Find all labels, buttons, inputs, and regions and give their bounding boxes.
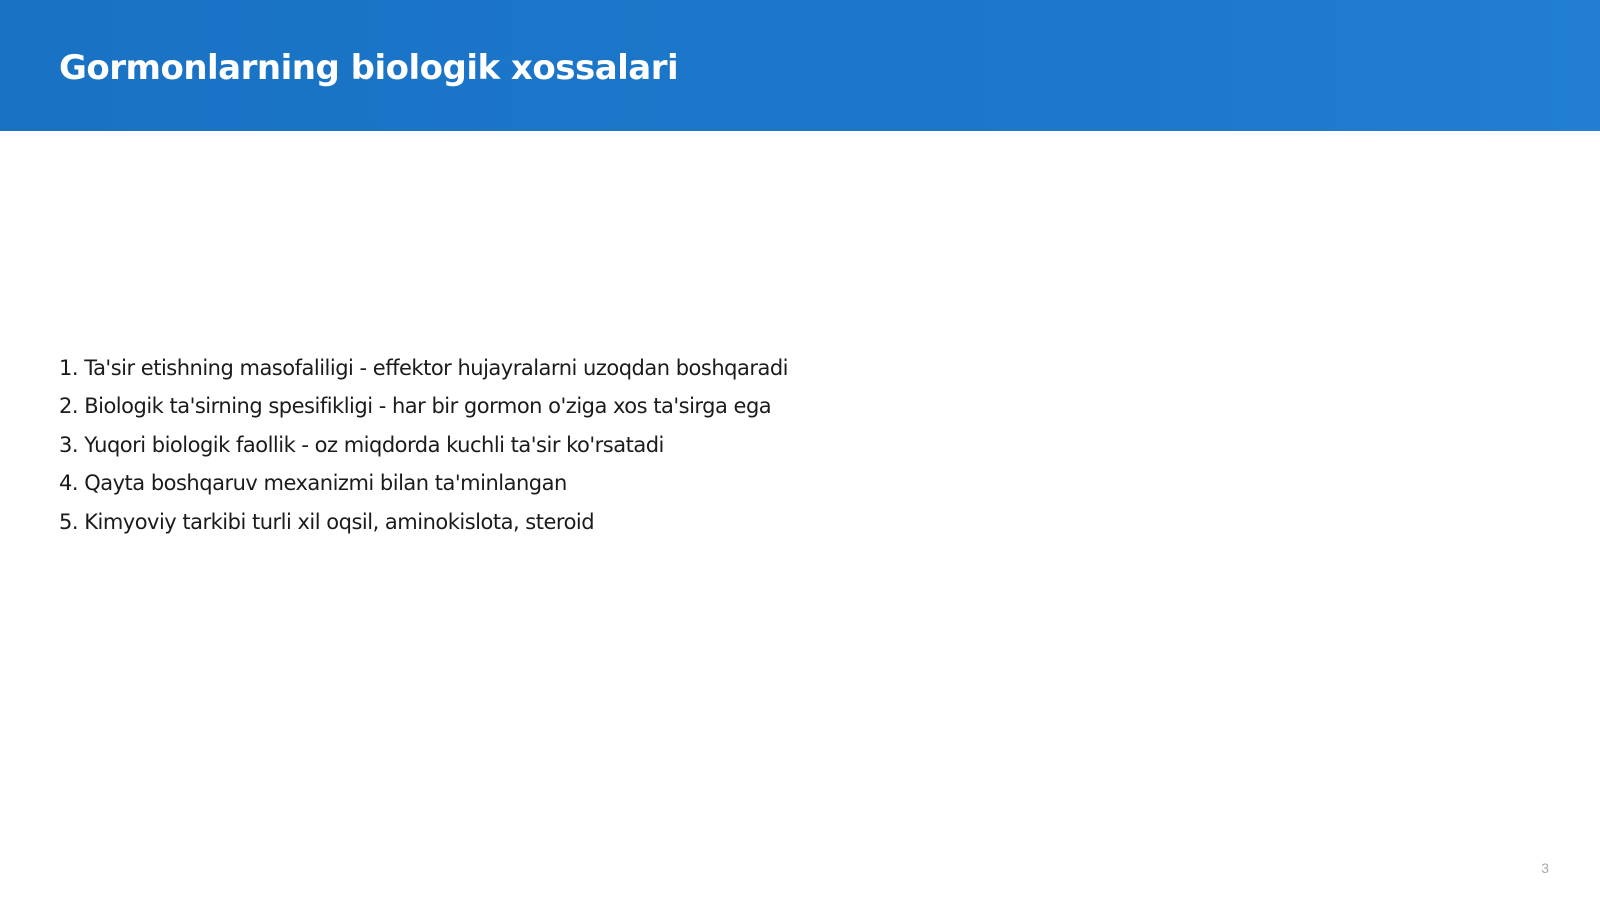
bullet-list bbox=[59, 349, 788, 541]
list-item: 5. Kimyoviy tarkibi turli xil oqsil, aminokislota, steroid bbox=[59, 509, 595, 534]
list-item: 1. Ta'sir etishning masofaliligi - effektor hujayralarni uzoqdan boshqaradi bbox=[59, 356, 788, 380]
page-number: 3 bbox=[1541, 860, 1549, 876]
list-item: 3. Yuqori biologik faollik - oz miqdorda kuchli ta'sir ko'rsatadi bbox=[59, 432, 664, 457]
slide-title: Gormonlarning biologik xossalari bbox=[59, 48, 679, 88]
list-item: 2. Biologik ta'sirning spesifikligi - har bir gormon o'ziga xos ta'sirga ega bbox=[59, 394, 772, 419]
list-item: 4. Qayta boshqaruv mexanizmi bilan ta'minlangan bbox=[59, 471, 567, 496]
header-bar bbox=[0, 0, 1600, 131]
